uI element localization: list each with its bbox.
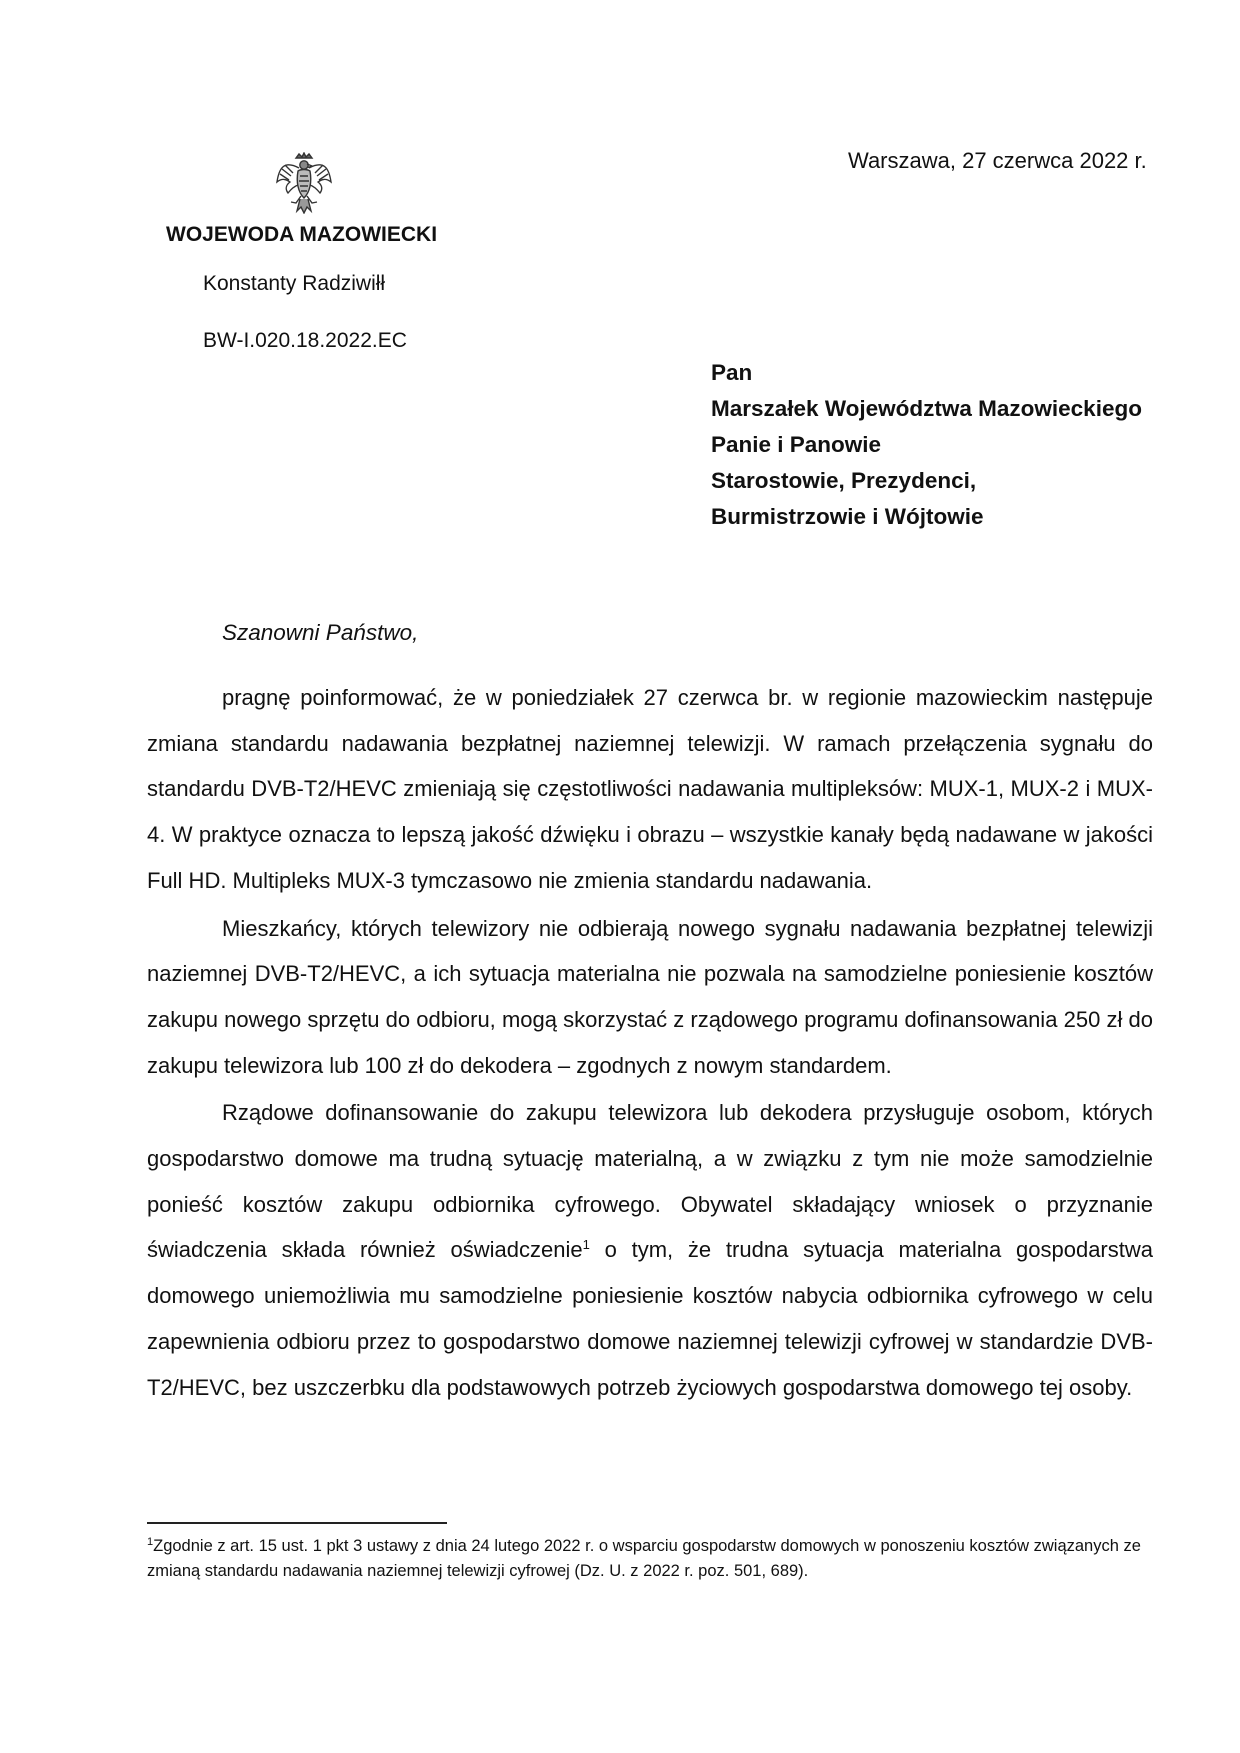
recipient-line: Pan — [711, 360, 753, 385]
footnote-reference[interactable]: 1 — [582, 1237, 590, 1253]
recipient-line: Panie i Panowie — [711, 432, 882, 457]
letter-date: Warszawa, 27 czerwca 2022 r. — [848, 148, 1147, 173]
recipient-line: Starostowie, Prezydenci, — [711, 468, 977, 493]
footnote — [147, 1534, 1157, 1583]
recipient-line: Burmistrzowie i Wójtowie — [711, 504, 984, 529]
body-paragraph — [147, 1090, 1153, 1410]
paragraph-text: Rządowe dofinansowanie do zakupu telewizora lub dekodera przysługuje osobom, których gospodarstwo domowe ma trudną sytuację materialną, a w związku z tym nie może samodzielnie ponieść kosztów zakupu odbiornika cyfrowego. Obywatel składający wniosek o przyznanie świadczenia składa również oświadczenie — [147, 1100, 1153, 1263]
salutation: Szanowni Państwo, — [222, 620, 419, 645]
recipient-block — [711, 355, 1142, 535]
footnote-text: Zgodnie z art. 15 ust. 1 pkt 3 ustawy z dnia 24 lutego 2022 r. o wsparciu gospodarstw domowych w ponoszeniu kosztów związanych ze zmianą standardu nadawania naziemnej telewizji cyfrowej (Dz. U. z 2022 r. poz. 501, 689). — [147, 1537, 1141, 1580]
reference-number: BW-I.020.18.2022.EC — [203, 329, 407, 352]
letter-body — [147, 675, 1153, 1412]
organization-name: WOJEWODA MAZOWIECKI — [166, 223, 438, 246]
footnote-divider — [147, 1522, 447, 1524]
body-paragraph: Mieszkańcy, których telewizory nie odbierają nowego sygnału nadawania bezpłatnej telewizji naziemnej DVB-T2/HEVC, a ich sytuacja materialna nie pozwala na samodzielne poniesienie kosztów zakupu nowego sprzętu do odbioru, mogą skorzystać z rządowego programu dofinansowania 250 zł do zakupu telewizora lub 100 zł do dekodera – zgodnych z nowym standardem. — [147, 915, 1153, 1078]
paragraph-text: o tym, że trudna sytuacja materialna gospodarstwa domowego uniemożliwia mu samodzielne poniesienie kosztów nabycia odbiornika cyfrowego w celu zapewnienia odbioru przez to gospodarstwo domowe naziemnej telewizji cyfrowej w standardzie DVB-T2/HEVC, bez uszczerbku dla podstawowych potrzeb życiowych gospodarstwa domowego tej osoby. — [147, 1237, 1153, 1400]
body-paragraph: pragnę poinformować, że w poniedziałek 27 czerwca br. w regionie mazowieckim następuje zmiana standardu nadawania bezpłatnej naziemnej telewizji. W ramach przełączenia sygnału do standardu DVB-T2/HEVC zmieniają się częstotliwości nadawania multipleksów: MUX-1, MUX-2 i MUX-4. W praktyce oznacza to lepszą jakość dźwięku i obrazu – wszystkie kanały będą nadawane w jakości Full HD. Multipleks MUX-3 tymczasowo nie zmienia standardu nadawania. — [147, 685, 1153, 893]
official-name: Konstanty Radziwiłł — [203, 272, 386, 295]
footnote-marker: 1 — [147, 1536, 154, 1548]
polish-eagle-emblem-icon — [276, 152, 332, 214]
recipient-line: Marszałek Województwa Mazowieckiego — [711, 396, 1142, 421]
